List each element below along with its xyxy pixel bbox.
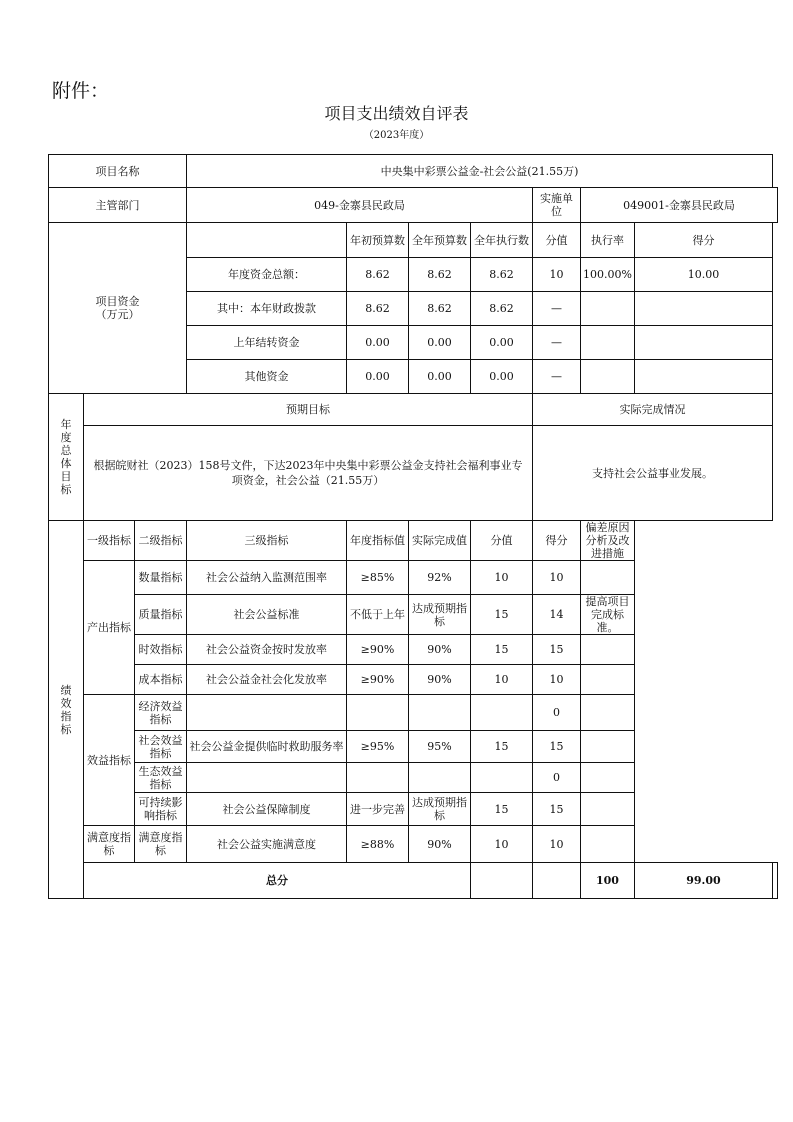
funds-row-executed: 0.00 bbox=[471, 326, 533, 360]
indicator-actual: 90% bbox=[409, 665, 471, 695]
funds-header-executed: 全年执行数 bbox=[471, 223, 533, 258]
total-blank-3 bbox=[772, 863, 777, 899]
project-name-row bbox=[49, 155, 778, 188]
indicator-level1: 产出指标 bbox=[84, 561, 135, 695]
funds-header-score-value: 分值 bbox=[533, 223, 581, 258]
indicator-actual: 95% bbox=[409, 731, 471, 763]
goals-content-row bbox=[49, 426, 778, 521]
indicator-level1: 满意度指标 bbox=[84, 826, 135, 863]
funds-row-initial: 8.62 bbox=[347, 292, 409, 326]
indicator-level2: 满意度指标 bbox=[135, 826, 187, 863]
indicator-value bbox=[471, 695, 533, 731]
funds-row-rate bbox=[581, 292, 635, 326]
funds-row-executed: 0.00 bbox=[471, 360, 533, 394]
indicator-row bbox=[49, 595, 778, 635]
page-title: 项目支出绩效自评表 bbox=[324, 104, 469, 123]
total-value: 100 bbox=[581, 863, 635, 899]
funds-row-score-value: 10 bbox=[533, 258, 581, 292]
indicator-actual: 达成预期指标 bbox=[409, 793, 471, 826]
funds-header-annual: 全年预算数 bbox=[409, 223, 471, 258]
funds-row-score bbox=[634, 360, 772, 394]
funds-row-name: 年度资金总额： bbox=[187, 258, 347, 292]
indicator-score: 15 bbox=[533, 731, 581, 763]
department-value: 049-金寨县民政局 bbox=[187, 188, 533, 223]
indicator-score: 10 bbox=[533, 561, 581, 595]
indicator-score: 10 bbox=[533, 826, 581, 863]
indicator-level3: 社会公益保障制度 bbox=[187, 793, 347, 826]
indicator-header-value: 分值 bbox=[471, 521, 533, 561]
indicator-target: ≥85% bbox=[347, 561, 409, 595]
indicator-level2: 成本指标 bbox=[135, 665, 187, 695]
indicator-header-score: 得分 bbox=[533, 521, 581, 561]
indicator-row bbox=[49, 793, 778, 826]
indicator-target: ≥90% bbox=[347, 635, 409, 665]
total-blank-2 bbox=[533, 863, 581, 899]
indicator-row bbox=[49, 763, 778, 793]
indicators-label: 绩 效 指 标 bbox=[49, 521, 84, 899]
funds-row-initial: 8.62 bbox=[347, 258, 409, 292]
indicator-actual: 92% bbox=[409, 561, 471, 595]
funds-row-score-value: — bbox=[533, 360, 581, 394]
indicator-score: 15 bbox=[533, 635, 581, 665]
funds-row-rate: 100.00% bbox=[581, 258, 635, 292]
funds-row-name: 其他资金 bbox=[187, 360, 347, 394]
page-subtitle: （2023年度） bbox=[363, 130, 430, 141]
funds-row-score-value: — bbox=[533, 292, 581, 326]
total-blank-1 bbox=[471, 863, 533, 899]
goals-label: 年 度 总 体 目 标 bbox=[49, 394, 84, 521]
indicator-note bbox=[581, 695, 635, 731]
indicator-level3: 社会公益资金按时发放率 bbox=[187, 635, 347, 665]
funds-row-rate bbox=[581, 326, 635, 360]
indicator-row bbox=[49, 635, 778, 665]
indicator-level3: 社会公益实施满意度 bbox=[187, 826, 347, 863]
indicator-header-level2: 二级指标 bbox=[135, 521, 187, 561]
indicator-header-note: 偏差原因分析及改进措施 bbox=[581, 521, 635, 561]
indicator-header-level3: 三级指标 bbox=[187, 521, 347, 561]
indicator-note bbox=[581, 665, 635, 695]
indicator-note bbox=[581, 635, 635, 665]
indicator-actual: 达成预期指标 bbox=[409, 595, 471, 635]
funds-row-score-value: — bbox=[533, 326, 581, 360]
indicator-row bbox=[49, 731, 778, 763]
indicator-actual bbox=[409, 763, 471, 793]
funds-row-initial: 0.00 bbox=[347, 326, 409, 360]
funds-row-executed: 8.62 bbox=[471, 258, 533, 292]
indicator-note bbox=[581, 826, 635, 863]
indicator-score: 0 bbox=[533, 695, 581, 731]
indicator-header-level1: 一级指标 bbox=[84, 521, 135, 561]
funds-row-executed: 8.62 bbox=[471, 292, 533, 326]
goals-actual-text: 支持社会公益事业发展。 bbox=[533, 426, 773, 521]
indicator-level2: 生态效益指标 bbox=[135, 763, 187, 793]
funds-row-name: 上年结转资金 bbox=[187, 326, 347, 360]
indicator-score: 10 bbox=[533, 665, 581, 695]
funds-header-row bbox=[49, 223, 778, 258]
indicator-level2: 经济效益指标 bbox=[135, 695, 187, 731]
indicator-header-row bbox=[49, 521, 778, 561]
indicator-target bbox=[347, 763, 409, 793]
indicator-level3: 社会公益纳入监测范围率 bbox=[187, 561, 347, 595]
funds-label: 项目资金 （万元） bbox=[49, 223, 187, 394]
project-name-label: 项目名称 bbox=[49, 155, 187, 188]
funds-row-score bbox=[634, 292, 772, 326]
project-name-value: 中央集中彩票公益金-社会公益(21.55万) bbox=[187, 155, 773, 188]
funds-header-initial: 年初预算数 bbox=[347, 223, 409, 258]
department-label: 主管部门 bbox=[49, 188, 187, 223]
indicator-row bbox=[49, 826, 778, 863]
indicator-level2: 数量指标 bbox=[135, 561, 187, 595]
funds-header-score: 得分 bbox=[634, 223, 772, 258]
indicator-score: 15 bbox=[533, 793, 581, 826]
funds-row-annual: 8.62 bbox=[409, 292, 471, 326]
indicator-note bbox=[581, 763, 635, 793]
indicator-level3: 社会公益金社会化发放率 bbox=[187, 665, 347, 695]
goals-actual-header: 实际完成情况 bbox=[533, 394, 773, 426]
indicator-level3: 社会公益金提供临时救助服务率 bbox=[187, 731, 347, 763]
indicator-value: 15 bbox=[471, 793, 533, 826]
goals-expected-text: 根据皖财社（2023）158号文件，下达2023年中央集中彩票公益金支持社会福利事业专项资金，社会公益（21.55万） bbox=[84, 426, 533, 521]
department-row bbox=[49, 188, 778, 223]
indicator-actual: 90% bbox=[409, 826, 471, 863]
funds-header-rate: 执行率 bbox=[581, 223, 635, 258]
indicator-value: 15 bbox=[471, 635, 533, 665]
indicator-target: ≥95% bbox=[347, 731, 409, 763]
total-row bbox=[49, 863, 778, 899]
evaluation-table bbox=[48, 154, 778, 899]
indicator-value: 10 bbox=[471, 561, 533, 595]
indicator-target: ≥88% bbox=[347, 826, 409, 863]
indicator-level2: 可持续影响指标 bbox=[135, 793, 187, 826]
indicator-target: 进一步完善 bbox=[347, 793, 409, 826]
funds-row-annual: 8.62 bbox=[409, 258, 471, 292]
total-score: 99.00 bbox=[634, 863, 772, 899]
funds-row-annual: 0.00 bbox=[409, 360, 471, 394]
attachment-label: 附件： bbox=[52, 80, 110, 102]
funds-row-name: 其中：本年财政拨款 bbox=[187, 292, 347, 326]
funds-row-rate bbox=[581, 360, 635, 394]
indicator-level1: 效益指标 bbox=[84, 695, 135, 826]
indicator-value bbox=[471, 763, 533, 793]
indicator-note bbox=[581, 731, 635, 763]
indicator-value: 10 bbox=[471, 826, 533, 863]
indicator-level3 bbox=[187, 695, 347, 731]
indicator-level3: 社会公益标准 bbox=[187, 595, 347, 635]
funds-row-annual: 0.00 bbox=[409, 326, 471, 360]
indicator-level2: 社会效益指标 bbox=[135, 731, 187, 763]
indicator-row bbox=[49, 561, 778, 595]
indicator-target: 不低于上年 bbox=[347, 595, 409, 635]
goals-header-row bbox=[49, 394, 778, 426]
indicator-target: ≥90% bbox=[347, 665, 409, 695]
indicator-score: 14 bbox=[533, 595, 581, 635]
goals-expected-header: 预期目标 bbox=[84, 394, 533, 426]
total-label: 总分 bbox=[84, 863, 471, 899]
unit-label: 实施单位 bbox=[533, 188, 581, 223]
indicator-actual bbox=[409, 695, 471, 731]
indicator-note bbox=[581, 793, 635, 826]
funds-row-score: 10.00 bbox=[634, 258, 772, 292]
funds-row-initial: 0.00 bbox=[347, 360, 409, 394]
funds-row-score bbox=[634, 326, 772, 360]
funds-header-blank bbox=[187, 223, 347, 258]
indicator-level3 bbox=[187, 763, 347, 793]
indicator-score: 0 bbox=[533, 763, 581, 793]
indicator-row bbox=[49, 665, 778, 695]
indicator-level2: 时效指标 bbox=[135, 635, 187, 665]
indicator-value: 15 bbox=[471, 595, 533, 635]
indicator-level2: 质量指标 bbox=[135, 595, 187, 635]
indicator-header-actual: 实际完成值 bbox=[409, 521, 471, 561]
unit-value: 049001-金寨县民政局 bbox=[581, 188, 778, 223]
indicator-value: 15 bbox=[471, 731, 533, 763]
indicator-header-target: 年度指标值 bbox=[347, 521, 409, 561]
indicator-target bbox=[347, 695, 409, 731]
indicator-note: 提高项目完成标准。 bbox=[581, 595, 635, 635]
indicator-value: 10 bbox=[471, 665, 533, 695]
indicator-note bbox=[581, 561, 635, 595]
indicator-row bbox=[49, 695, 778, 731]
indicator-actual: 90% bbox=[409, 635, 471, 665]
